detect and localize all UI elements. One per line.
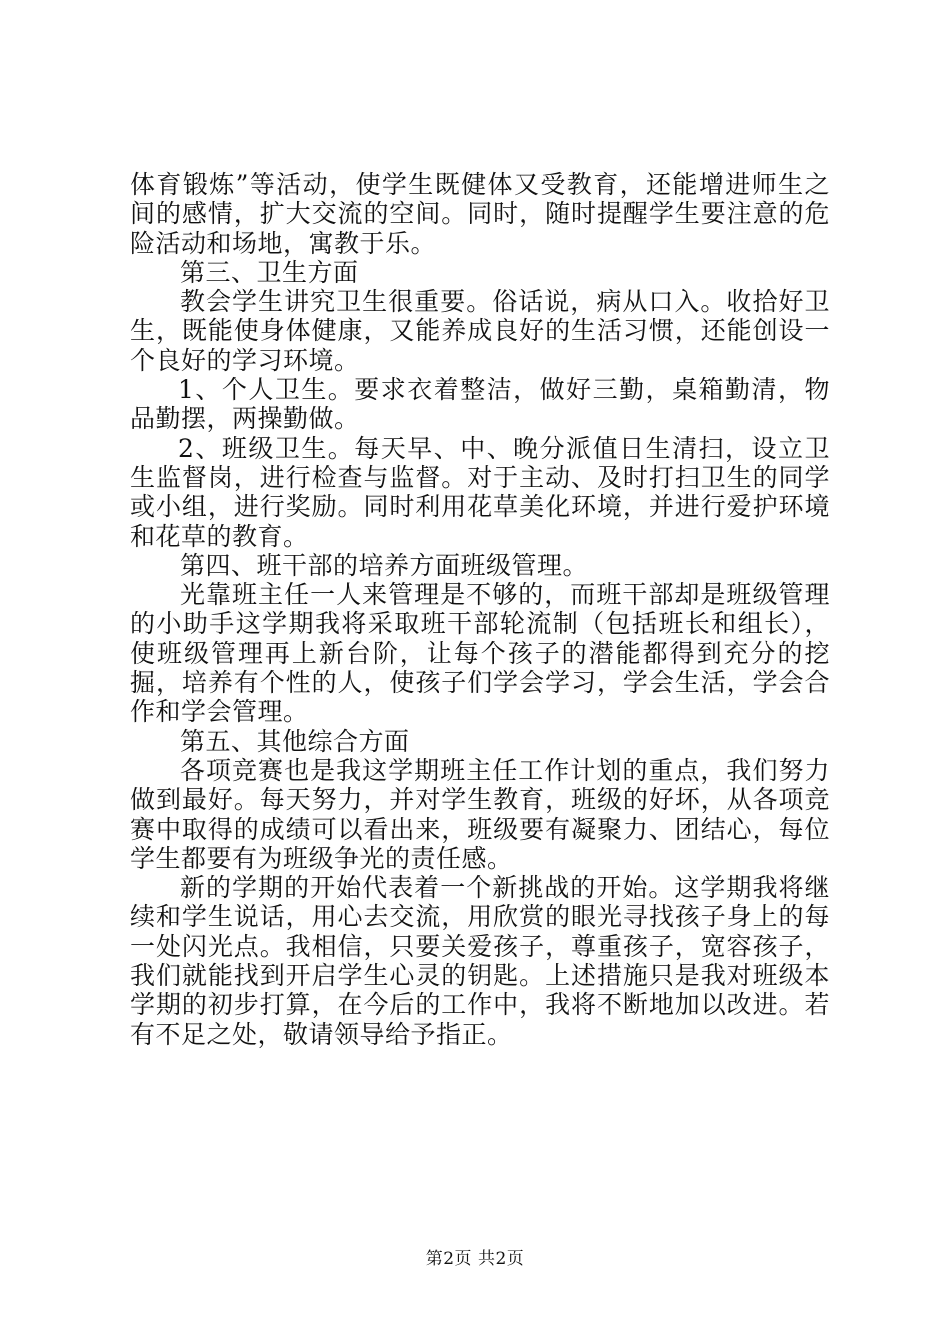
paragraph-competitions: 各项竞赛也是我这学期班主任工作计划的重点，我们努力做到最好。每天努力，并对学生教育，班级的好坏，从各项竞赛中取得的成绩可以看出来，班级要有凝聚力、团结心，每位学生都要有为班级争光的责任感。 xyxy=(130,755,830,873)
page-number-footer: 第2页 共2页 xyxy=(425,1249,525,1269)
section-heading-class-cadres: 第四、班干部的培养方面班级管理。 xyxy=(180,550,589,580)
paragraph-continuation: 体育锻炼”等活动，使学生既健体又受教育，还能增进师生之间的感情，扩大交流的空间。同时，随时提醒学生要注意的危险活动和场地，寓教于乐。 xyxy=(130,170,830,258)
section-heading-other: 第五、其他综合方面 xyxy=(180,726,410,756)
paragraph-conclusion: 新的学期的开始代表着一个新挑战的开始。这学期我将继续和学生说话，用心去交流，用欣赏的眼光寻找孩子身上的每一处闪光点。我相信，只要关爱孩子，尊重孩子，宽容孩子，我们就能找到开启学生心灵的钥匙。上述措施只是我对班级本学期的初步打算，在今后的工作中，我将不断地加以改进。若有不足之处，敬请领导给予指正。 xyxy=(130,873,830,1049)
paragraph-class-cadres: 光靠班主任一人来管理是不够的，而班干部却是班级管理的小助手这学期我将采取班干部轮流制（包括班长和组长），使班级管理再上新台阶，让每个孩子的潜能都得到充分的挖掘，培养有个性的人，使孩子们学会学习，学会生活，学会合作和学会管理。 xyxy=(130,580,830,727)
list-item-class-hygiene: 2、班级卫生。每天早、中、晚分派值日生清扫，设立卫生监督岗，进行检查与监督。对于主动、及时打扫卫生的同学或小组，进行奖励。同时利用花草美化环境，并进行爱护环境和花草的教育。 xyxy=(130,433,830,551)
section-heading-hygiene: 第三、卫生方面 xyxy=(180,257,359,287)
paragraph-hygiene-intro: 教会学生讲究卫生很重要。俗话说，病从口入。收拾好卫生，既能使身体健康，又能养成良好的生活习惯，还能创设一个良好的学习环境。 xyxy=(130,287,830,375)
document-body xyxy=(130,170,830,1049)
list-item-personal-hygiene: 1、个人卫生。要求衣着整洁，做好三勤，桌箱勤清，物品勤摆，两操勤做。 xyxy=(130,375,830,434)
